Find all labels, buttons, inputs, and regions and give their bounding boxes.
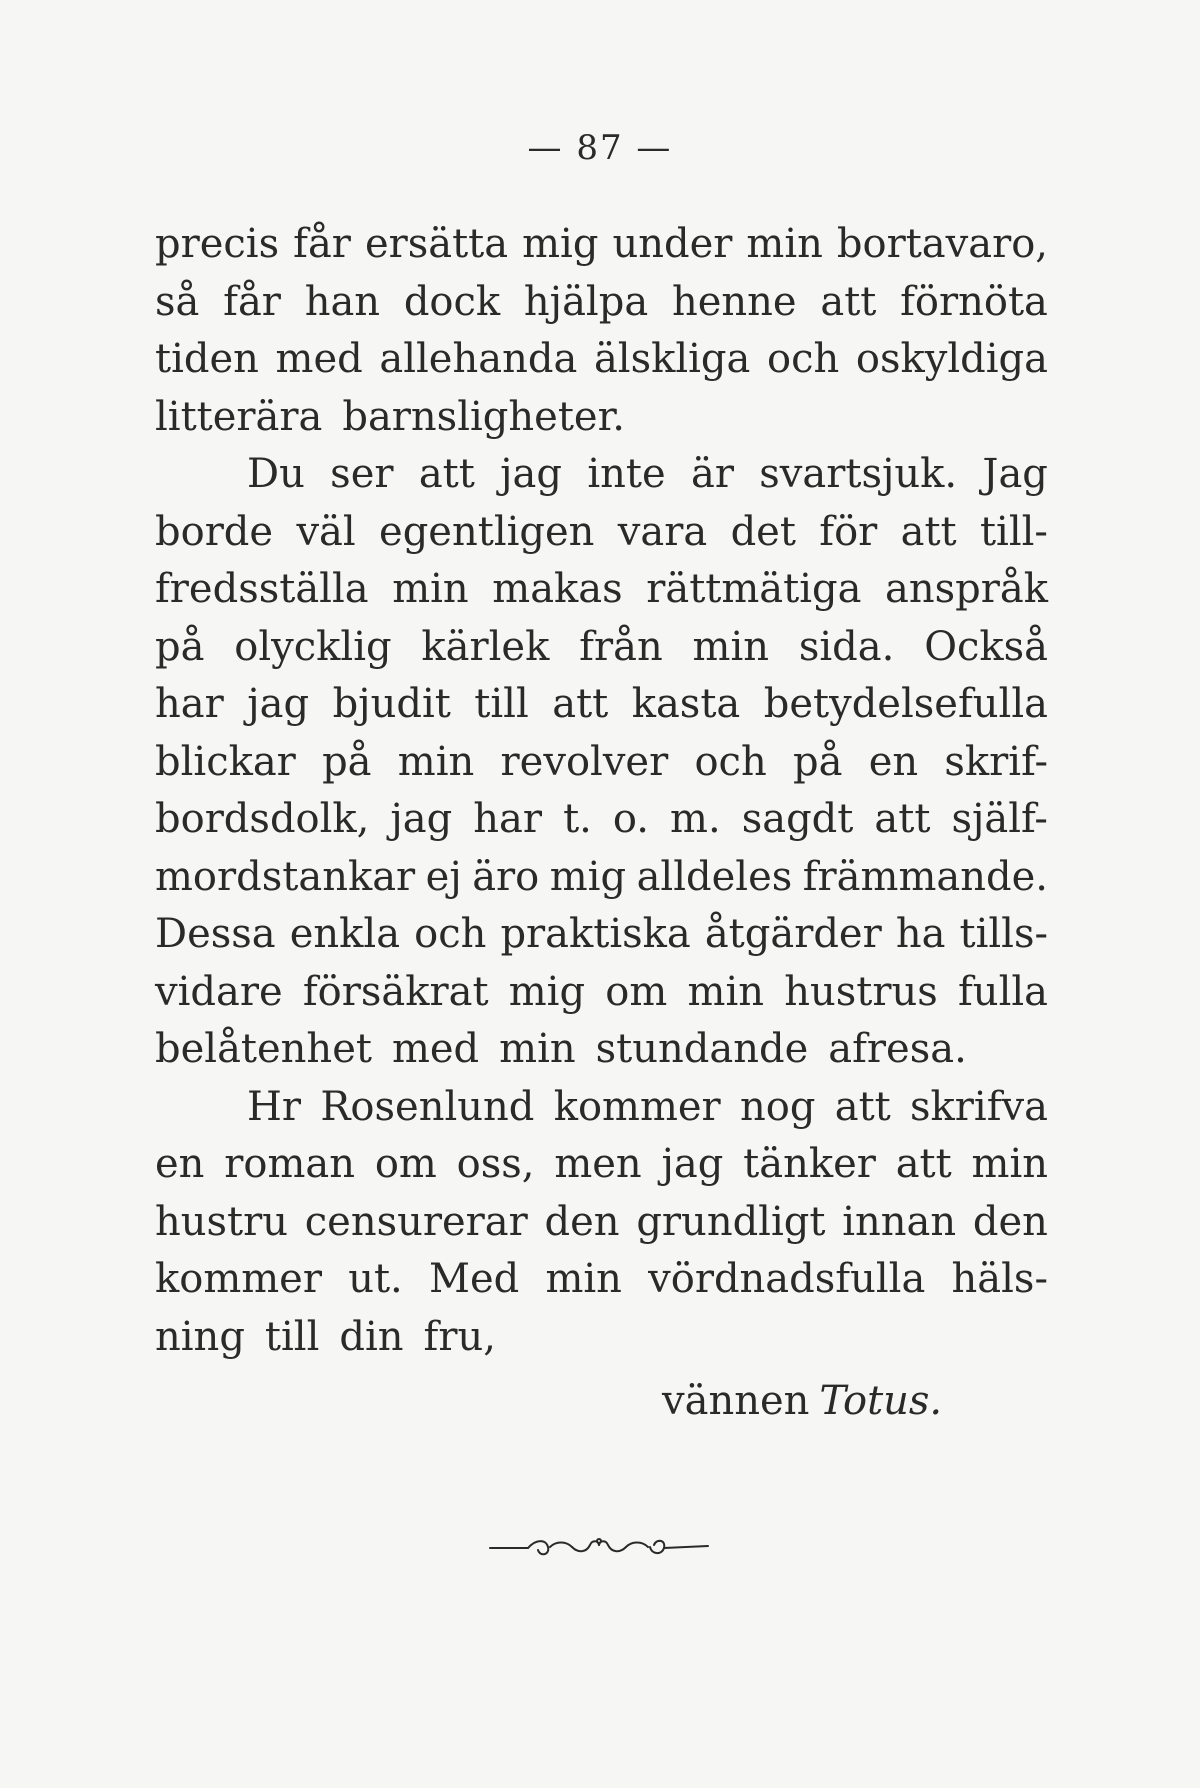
- word: min: [499, 1026, 576, 1072]
- word: sagdt: [741, 796, 854, 842]
- word: afresa.: [828, 1026, 967, 1072]
- word: Hr: [247, 1083, 302, 1130]
- word: min: [971, 1141, 1048, 1187]
- signature-prefix: vännen: [662, 1378, 810, 1424]
- word: mig: [508, 968, 586, 1015]
- word: jag: [661, 1141, 724, 1187]
- word: skrifva: [910, 1083, 1048, 1130]
- word: bordsdolk,: [155, 796, 370, 842]
- text-line: [155, 791, 1048, 849]
- word: Jag: [982, 451, 1048, 497]
- word: min: [392, 566, 469, 612]
- word: min: [746, 221, 823, 267]
- word: Du: [247, 451, 305, 497]
- word: kommer: [553, 1083, 721, 1130]
- word: men: [554, 1141, 642, 1187]
- word: fredsställa: [155, 566, 369, 612]
- word: så: [155, 278, 200, 325]
- word: mig: [522, 221, 599, 267]
- word: på: [322, 738, 372, 785]
- word: och: [414, 911, 487, 957]
- word: för: [819, 508, 878, 555]
- word: skrif-: [944, 738, 1048, 785]
- word: har: [473, 796, 543, 842]
- word: allehanda: [379, 336, 578, 382]
- text-line: [155, 619, 1048, 677]
- word: att: [900, 508, 957, 555]
- word: rättmätiga: [646, 566, 862, 612]
- word: ha: [895, 911, 946, 957]
- word: ersätta: [364, 221, 509, 267]
- page-number: — 87 —: [527, 128, 673, 168]
- word: på: [155, 623, 205, 670]
- word: han: [304, 278, 381, 325]
- word: att: [820, 278, 877, 325]
- word: t.: [563, 796, 592, 842]
- text-line: [155, 1251, 1048, 1309]
- word: från: [579, 623, 663, 670]
- word: kärlek: [421, 623, 550, 670]
- word: och: [767, 336, 840, 382]
- word: på: [792, 738, 843, 785]
- word: väl: [296, 508, 356, 555]
- word: min: [687, 968, 765, 1015]
- word: min: [545, 1256, 622, 1302]
- text-line: [155, 274, 1048, 332]
- word: precis: [155, 221, 280, 267]
- word: betydelsefulla: [763, 681, 1048, 727]
- word: en: [868, 738, 919, 785]
- word: tills-: [959, 911, 1048, 957]
- word: fru,: [423, 1313, 496, 1360]
- word: under: [612, 221, 733, 267]
- word: får: [223, 278, 281, 325]
- text-line: [155, 1021, 1048, 1079]
- word: dock: [403, 278, 501, 325]
- word: Rosenlund: [320, 1083, 535, 1130]
- word: anspråk: [885, 566, 1048, 612]
- word: henne: [671, 278, 797, 325]
- word: belåtenhet: [155, 1026, 372, 1072]
- word: åtgärder: [704, 911, 882, 957]
- word: ej: [425, 853, 462, 900]
- word: ut.: [348, 1256, 403, 1302]
- word: är: [690, 451, 734, 497]
- word: själf-: [951, 796, 1048, 842]
- word: revolver: [500, 738, 669, 785]
- word: roman: [224, 1141, 355, 1187]
- word: nog: [739, 1083, 816, 1130]
- word: jag: [500, 451, 563, 497]
- word: den: [972, 1198, 1048, 1245]
- signature: [662, 1378, 942, 1424]
- word: försäkrat: [302, 968, 489, 1015]
- word: vidare: [155, 968, 283, 1015]
- text-line: [155, 1194, 1048, 1252]
- text-line: [155, 216, 1048, 274]
- word: stundande: [595, 1026, 809, 1072]
- word: borde: [155, 508, 274, 555]
- word: Med: [428, 1256, 520, 1302]
- body-text: [155, 216, 1048, 1366]
- word: mordstankar: [155, 853, 416, 900]
- text-line: [155, 389, 1048, 447]
- word: din: [339, 1313, 404, 1360]
- decorative-flourish-icon: [488, 1535, 710, 1561]
- word: tänker: [743, 1141, 876, 1187]
- word: att: [418, 451, 475, 497]
- word: enkla: [289, 911, 401, 957]
- text-line: [155, 504, 1048, 562]
- word: främmande.: [802, 853, 1048, 900]
- word: jag: [247, 681, 310, 727]
- word: o.: [612, 796, 649, 842]
- text-line: [155, 906, 1048, 964]
- word: min: [397, 738, 475, 785]
- text-line: [155, 734, 1048, 792]
- word: mig: [549, 853, 627, 900]
- word: barnsligheter.: [342, 393, 626, 440]
- word: häls-: [951, 1256, 1048, 1302]
- word: oskyldiga: [855, 336, 1048, 382]
- text-line: [155, 331, 1048, 389]
- text-line: [155, 561, 1048, 619]
- text-line: [155, 964, 1048, 1022]
- word: till-: [979, 508, 1048, 555]
- word: grundligt: [636, 1198, 826, 1245]
- word: hustrus: [784, 968, 938, 1015]
- text-line: [155, 1079, 1048, 1137]
- word: litterära: [155, 393, 323, 440]
- word: med: [275, 336, 363, 382]
- word: fulla: [958, 968, 1048, 1015]
- text-line: [155, 849, 1048, 907]
- word: svartsjuk.: [759, 451, 958, 497]
- word: att: [895, 1141, 952, 1187]
- text-line: [155, 446, 1048, 504]
- word: vördnadsfulla: [648, 1256, 926, 1302]
- word: jag: [390, 796, 453, 842]
- word: med: [391, 1026, 480, 1072]
- word: har: [155, 681, 224, 727]
- word: innan: [842, 1198, 957, 1245]
- text-line: [155, 1309, 1048, 1367]
- word: bjudit: [332, 681, 451, 727]
- word: ser: [330, 451, 394, 497]
- word: älskliga: [593, 336, 751, 382]
- word: blickar: [155, 738, 296, 785]
- word: min: [692, 623, 770, 670]
- text-line: [155, 676, 1048, 734]
- word: om: [605, 968, 668, 1015]
- word: hustru: [155, 1198, 289, 1245]
- word: förnöta: [900, 278, 1048, 325]
- word: det: [730, 508, 796, 555]
- word: en: [155, 1141, 205, 1187]
- word: makas: [492, 566, 623, 612]
- word: egentligen: [379, 508, 595, 555]
- word: oss,: [456, 1141, 535, 1187]
- word: censurerar: [304, 1198, 528, 1245]
- signature-name: Totus.: [819, 1378, 943, 1424]
- word: inte: [587, 451, 666, 497]
- word: den: [544, 1198, 620, 1245]
- word: ning: [155, 1313, 245, 1360]
- word: Också: [924, 623, 1048, 670]
- word: äro: [472, 853, 540, 900]
- word: och: [694, 738, 767, 785]
- text-line: [155, 1136, 1048, 1194]
- word: kommer: [155, 1256, 322, 1302]
- word: kasta: [631, 681, 741, 727]
- word: olycklig: [234, 623, 392, 670]
- word: får: [293, 221, 351, 267]
- word: att: [834, 1083, 891, 1130]
- word: hjälpa: [523, 278, 649, 325]
- word: m.: [670, 796, 721, 842]
- word: praktiska: [500, 911, 691, 957]
- word: tiden: [155, 336, 259, 382]
- word: vara: [617, 508, 708, 555]
- word: sida.: [798, 623, 895, 670]
- word: bortavaro,: [836, 221, 1048, 267]
- word: att: [874, 796, 931, 842]
- word: alldeles: [636, 853, 793, 900]
- word: Dessa: [155, 911, 276, 957]
- word: till: [474, 681, 529, 727]
- word: att: [552, 681, 609, 727]
- word: om: [374, 1141, 437, 1187]
- word: till: [264, 1313, 320, 1360]
